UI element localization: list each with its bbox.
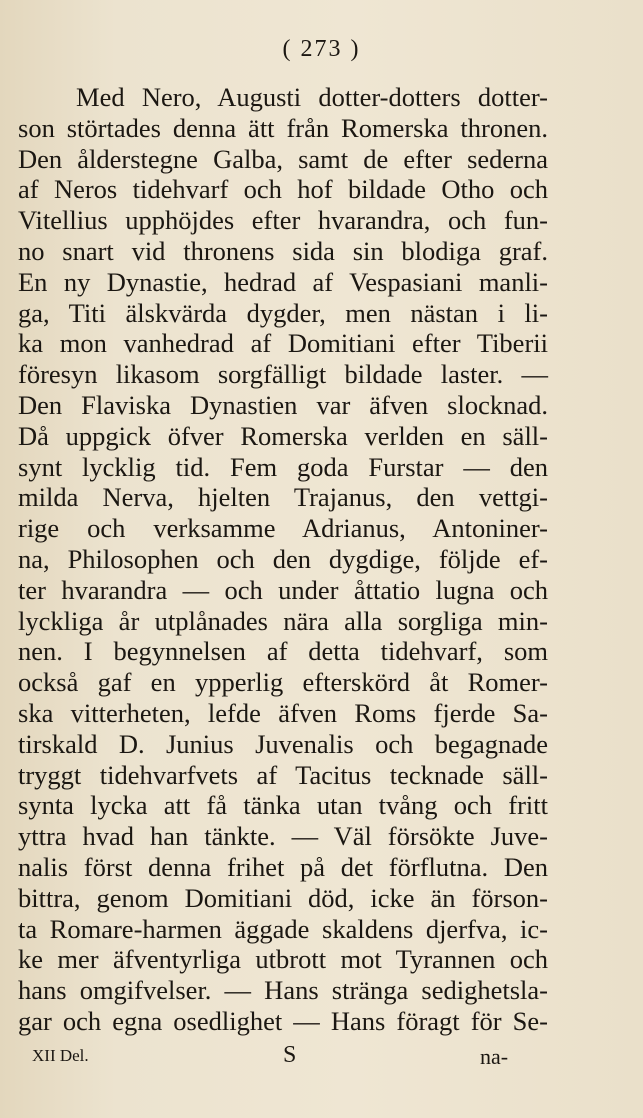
text-line: tirskald D. Junius Juvenalis och begagnade <box>18 728 548 759</box>
volume-signature: XII Del. <box>32 1046 89 1065</box>
text-line: Vitellius upphöjdes efter hvarandra, och fun- <box>18 205 548 236</box>
text-line: synta lycka att få tänka utan tvång och fritt <box>18 790 548 821</box>
text-line: hans omgifvelser. — Hans stränga sedighetsla- <box>18 975 548 1006</box>
text-line: Den Flaviska Dynastien var äfven slocknad. <box>18 389 548 420</box>
text-line: ter hvarandra — och under åttatio lugna och <box>18 574 548 605</box>
text-line: nen. I begynnelsen af detta tidehvarf, som <box>18 636 548 667</box>
text-line: ka mon vanhedrad af Domitiani efter Tiberii <box>18 328 548 359</box>
text-line: milda Nerva, hjelten Trajanus, den vettgi- <box>18 482 548 513</box>
text-line: En ny Dynastie, hedrad af Vespasiani manli- <box>18 266 548 297</box>
page-footer <box>0 1042 643 1072</box>
text-line: rige och verksamme Adrianus, Antoniner- <box>18 513 548 544</box>
text-line: också gaf en ypperlig efterskörd åt Romer- <box>18 667 548 698</box>
text-line: son störtades denna ätt från Romerska thronen. <box>18 112 548 143</box>
text-line: Med Nero, Augusti dotter-dotters dotter- <box>76 82 548 112</box>
text-line: ga, Titi älskvärda dygder, men nästan i li- <box>18 297 548 328</box>
body-text <box>18 82 548 1037</box>
text-line: no snart vid thronens sida sin blodiga graf. <box>18 235 548 266</box>
text-line: af Neros tidehvarf och hof bildade Otho och <box>18 174 548 205</box>
text-line: synt lycklig tid. Fem goda Furstar — den <box>18 451 548 482</box>
text-line: tryggt tidehvarfvets af Tacitus tecknade säll- <box>18 759 548 790</box>
text-line: gar och egna osedlighet — Hans föragt för Se- <box>18 1005 548 1036</box>
text-line: ska vitterheten, lefde äfven Roms fjerde Sa- <box>18 697 548 728</box>
text-line: ke mer äfventyrliga utbrott mot Tyrannen och <box>18 944 548 975</box>
catchword: na- <box>480 1044 509 1069</box>
text-line: yttra hvad han tänkte. — Väl försökte Juve- <box>18 821 548 852</box>
text-line: Då uppgick öfver Romerska verlden en säll- <box>18 420 548 451</box>
text-line: föresyn likasom sorgfälligt bildade laster. — <box>18 359 548 390</box>
text-line: lyckliga år utplånades nära alla sorgliga min- <box>18 605 548 636</box>
text-line: bittra, genom Domitiani död, icke än förson- <box>18 882 548 913</box>
text-line: nalis först denna frihet på det förflutna. Den <box>18 851 548 882</box>
text-line: na, Philosophen och den dygdige, följde ef- <box>18 543 548 574</box>
text-line: Den ålderstegne Galba, samt de efter sederna <box>18 143 548 174</box>
sheet-signature: S <box>283 1042 297 1068</box>
text-line: ta Romare-harmen äggade skaldens djerfva, ic- <box>18 913 548 944</box>
page-number: ( 273 ) <box>282 36 361 62</box>
